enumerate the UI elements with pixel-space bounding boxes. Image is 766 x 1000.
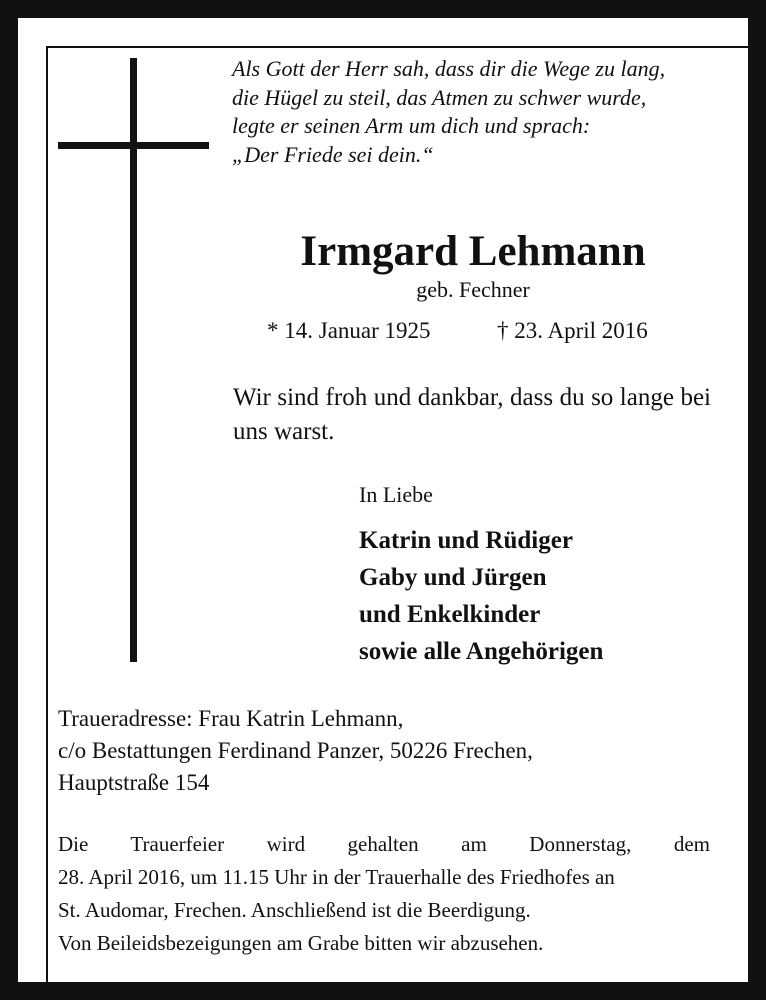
family-line: Katrin und Rüdiger: [359, 527, 573, 554]
family-list: [359, 522, 603, 670]
address-line: c/o Bestattungen Ferdinand Panzer, 50226 Frechen,: [58, 738, 533, 763]
ceremony-info: [58, 828, 710, 960]
family-line: Gaby und Jürgen: [359, 564, 547, 591]
poem-line: „Der Friede sei dein.“: [232, 141, 434, 167]
closing-text: In Liebe: [359, 482, 433, 507]
ceremony-line: St. Audomar, Frechen. Anschließend ist die Beerdigung.: [58, 898, 531, 922]
thanks-text: Wir sind froh und dankbar, dass du so lange bei uns warst.: [233, 384, 711, 445]
maiden-name: geb. Fechner: [416, 277, 530, 302]
family-line: sowie alle Angehörigen: [359, 638, 604, 665]
poem-line: die Hügel zu steil, das Atmen zu schwer wurde,: [232, 84, 647, 110]
cross-icon-bar: [58, 142, 209, 149]
poem: [232, 55, 732, 169]
death-date: † 23. April 2016: [497, 318, 648, 343]
deceased-name: Irmgard Lehmann: [300, 228, 646, 275]
ceremony-line: Die Trauerfeier wird gehalten am Donnerstag, dem: [58, 832, 710, 856]
family-line: und Enkelkinder: [359, 601, 541, 628]
mourning-address: [58, 703, 718, 799]
address-line: Hauptstraße 154: [58, 770, 210, 795]
birth-date: * 14. Januar 1925: [267, 318, 431, 343]
ceremony-line: 28. April 2016, um 11.15 Uhr in der Trauerhalle des Friedhofes an: [58, 865, 615, 889]
ceremony-line: Von Beileidsbezeigungen am Grabe bitten wir abzusehen.: [58, 931, 544, 955]
poem-line: legte er seinen Arm um dich und sprach:: [232, 113, 591, 138]
address-line: Traueradresse: Frau Katrin Lehmann,: [58, 706, 404, 731]
poem-line: Als Gott der Herr sah, dass dir die Wege zu lang,: [232, 56, 666, 81]
